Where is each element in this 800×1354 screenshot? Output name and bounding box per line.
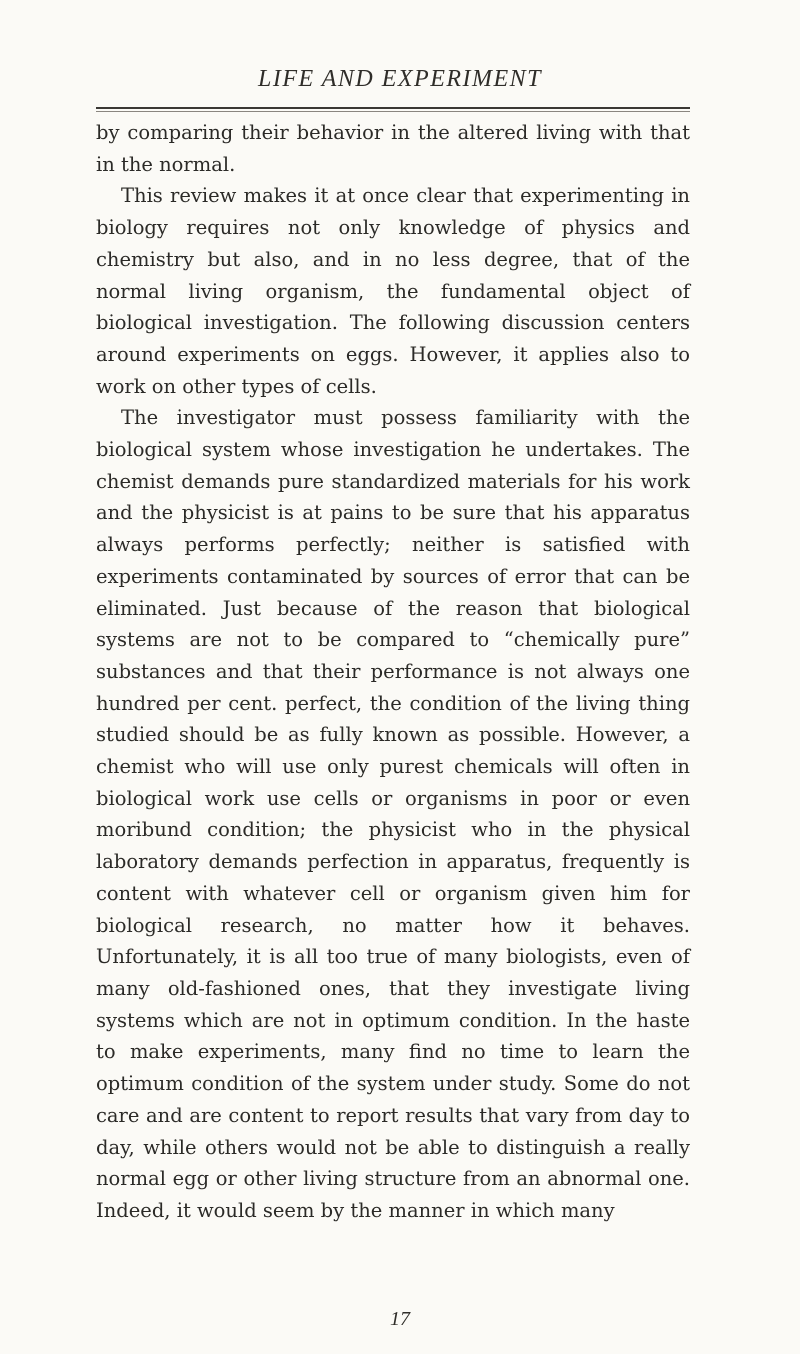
paragraph-continuation: by comparing their behavior in the altered living with that in the normal.: [96, 121, 690, 176]
header-rule: [96, 107, 690, 109]
page-number: 17: [390, 1308, 410, 1330]
paragraph-investigator: The investigator must possess familiarity with the biological system whose investigation he undertakes. The chemist demands pure standardized materials for his work and the physicist is at pains to be sure that his apparatus always performs perfectly; neither is satisfied with experiments contaminated by sources of error that can be eliminated. Just because of the reason that biological systems are not to be compared to “chemically pure” substances and that their performance is not always one hundred per cent. perfect, the condition of the living thing studied should be as fully known as possible. However, a chemist who will use only purest chemicals will often in biological work use cells or organisms in poor or even moribund condition; the physicist who in the physical laboratory demands perfection in apparatus, frequently is content with whatever cell or organism given him for biological research, no matter how it behaves. Unfortunately, it is all too true of many biologists, even of many old-fashioned ones, that they investigate living systems which are not in optimum condition. In the haste to make experiments, many find no time to learn the optimum condition of the system under study. Some do not care and are content to report results that vary from day to day, while others would not be able to distinguish a really normal egg or other living structure from an abnormal one. Indeed, it would seem by the manner in which many: [96, 406, 690, 1222]
paragraph-review: This review makes it at once clear that experimenting in biology requires not only knowledge of physics and chemistry but also, and in no less degree, that of the normal living organism, the fundamental object of biological investigation. The following discussion centers around experiments on eggs. However, it applies also to work on other types of cells.: [96, 184, 690, 398]
body-text: [96, 117, 690, 1227]
header-rule-thin: [96, 111, 690, 112]
running-head: LIFE AND EXPERIMENT: [257, 66, 543, 92]
